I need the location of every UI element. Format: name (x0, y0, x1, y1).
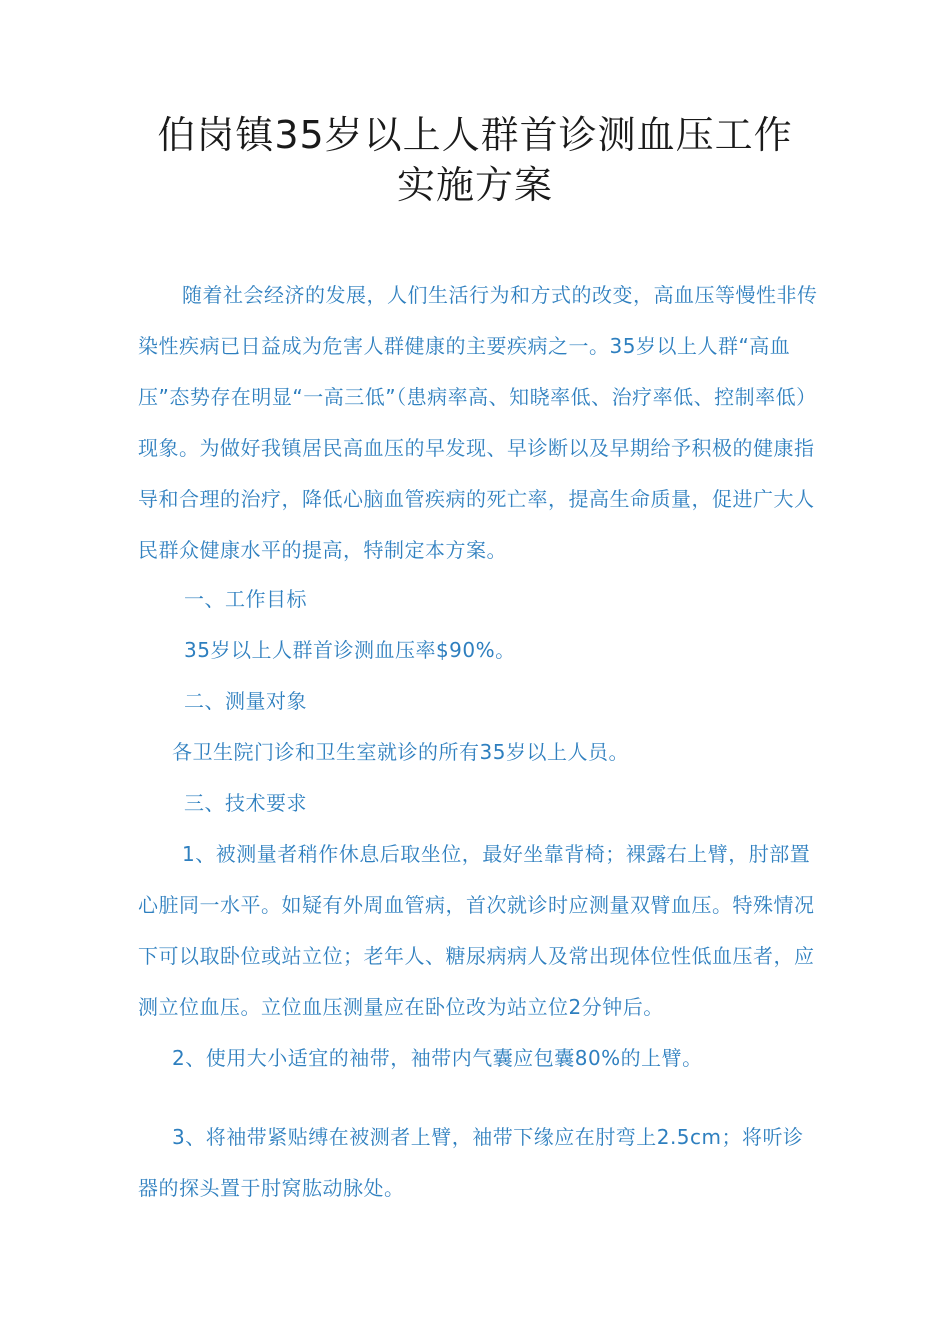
section-heading-target: 二、测量对象 (184, 689, 307, 713)
tech-item-3: 3、将袖带紧贴缚在被测者上臂，袖带下缘应在肘弯上2.5cm；将听诊器的探头置于肘窝肱动脉处。 (138, 1125, 804, 1200)
section-heading-goal: 一、工作目标 (184, 587, 307, 611)
intro-paragraph: 随着社会经济的发展，人们生活行为和方式的改变，高血压等慢性非传染性疾病已日益成为危害人群健康的主要疾病之一。35岁以上人群“高血压”态势存在明显“一高三低”（患病率高、知晓率低、治疗率低、控制率低）现象。为做好我镇居民高血压的早发现、早诊断以及早期给予积极的健康指导和合理的治疗，降低心脑血管疾病的死亡率，提高生命质量，促进广大人民群众健康水平的提高，特制定本方案。 (138, 283, 818, 562)
tech-item-1: 1、被测量者稍作休息后取坐位，最好坐靠背椅；裸露右上臂，肘部置心脏同一水平。如疑有外周血管病，首次就诊时应测量双臂血压。特殊情况下可以取卧位或站立位；老年人、糖尿病病人及常出现体位性低血压者，应测立位血压。立位血压测量应在卧位改为站立位2分钟后。 (138, 842, 815, 1019)
document-title-line2: 实施方案 (396, 163, 553, 207)
section-text-goal: 35岁以上人群首诊测血压率$90%。 (184, 638, 516, 662)
section-text-target: 各卫生院门诊和卫生室就诊的所有35岁以上人员。 (172, 740, 629, 764)
section-heading-tech: 三、技术要求 (184, 791, 307, 815)
tech-item-2: 2、使用大小适宜的袖带，袖带内气囊应包囊80%的上臂。 (172, 1046, 703, 1070)
document-title-line1: 伯岗镇35岁以上人群首诊测血压工作 (157, 113, 793, 157)
